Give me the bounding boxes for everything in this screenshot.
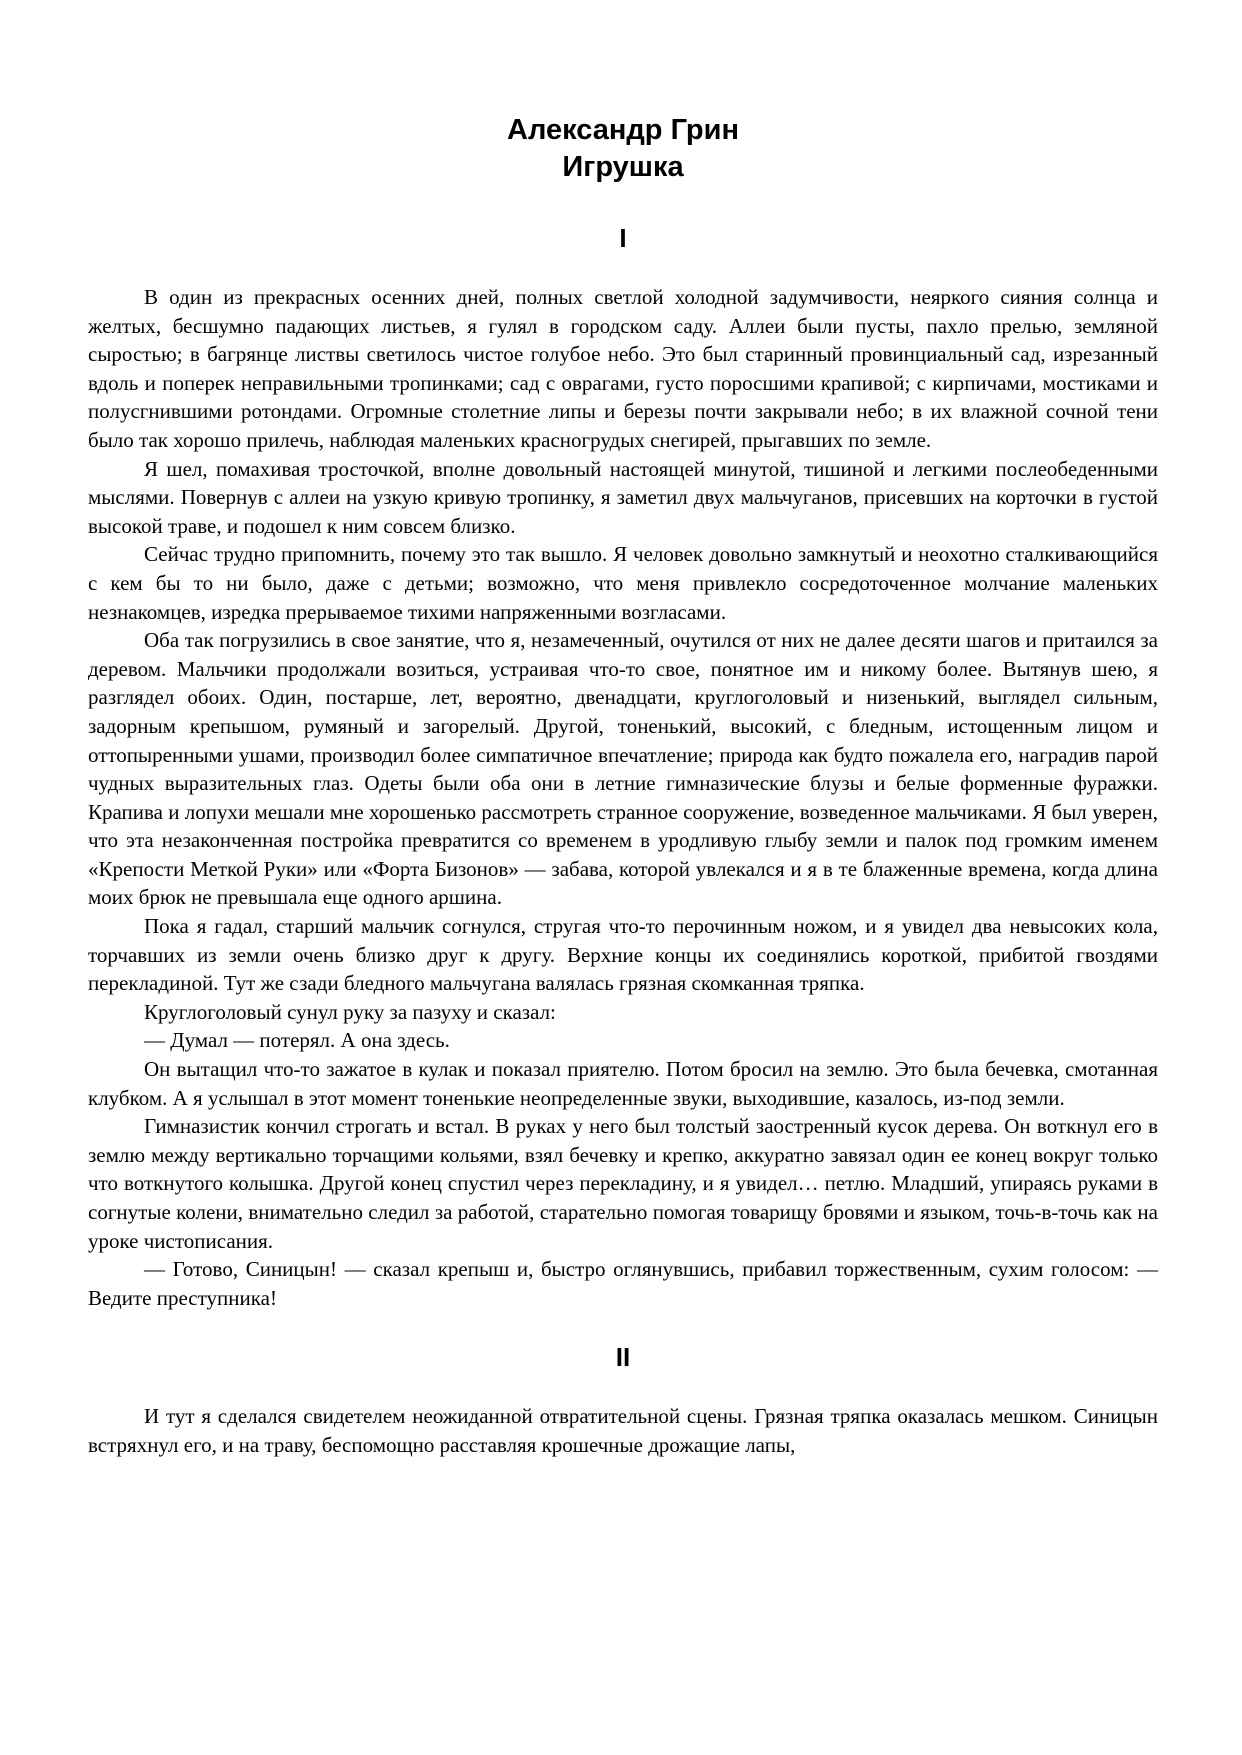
document-page	[88, 112, 1158, 1460]
section-heading-1: I	[619, 223, 627, 253]
paragraph: Сейчас трудно припомнить, почему это так вышло. Я человек довольно замкнутый и неохотно сталкивающийся с кем бы то ни было, даже с детьми; возможно, что меня привлекло сосредоточенное молчание маленьких незнакомцев, изредка прерываемое тихими напряженными возгласами.	[88, 542, 1158, 624]
paragraph: Я шел, помахивая тросточкой, вполне довольный настоящей минутой, тишиной и легкими послеобеденными мыслями. Повернув с аллеи на узкую кривую тропинку, я заметил двух мальчуганов, присевших на корточки в густой высокой траве, и подошел к ним совсем близко.	[88, 456, 1158, 538]
paragraph: Круглоголовый сунул руку за пазуху и сказал:	[144, 999, 556, 1024]
paragraph: Оба так погрузились в свое занятие, что я, незамеченный, очутился от них не далее десяти шагов и притаился за деревом. Мальчики продолжали возиться, устраивая что-то свое, понятное им и никому более. Вытянув шею, я разглядел обоих. Один, постарше, лет, вероятно, двенадцати, круглоголовый и низенький, выглядел сильным, задорным крепышом, румяный и загорелый. Другой, тоненький, высокий, с бледным, истощенным лицом и оттопыренными ушами, производил более симпатичное впечатление; природа как будто пожалела его, наградив парой чудных выразительных глаз. Одеты были оба они в летние гимназические блузы и белые форменные фуражки. Крапива и лопухи мешали мне хорошенько рассмотреть странное сооружение, возведенное мальчиками. Я был уверен, что эта незаконченная постройка превратится со временем в уродливую глыбу земли и палок под громким именем «Крепости Меткой Руки» или «Форта Бизонов» — забава, которой увлекался и я в те блаженные времена, когда длина моих брюк не превышала еще одного аршина.	[88, 628, 1158, 910]
author-name: Александр Грин	[507, 114, 739, 146]
paragraph: — Думал — потерял. А она здесь.	[144, 1028, 450, 1053]
paragraph: Он вытащил что-то зажатое в кулак и показал приятелю. Потом бросил на землю. Это была бечевка, смотанная клубком. А я услышал в этот момент тоненькие неопределенные звуки, выходившие, казалось, из-под земли.	[88, 1057, 1158, 1110]
paragraph: Гимназистик кончил строгать и встал. В руках у него был толстый заостренный кусок дерева. Он воткнул его в землю между вертикально торчащими кольями, взял бечевку и крепко, аккуратно завязал один ее конец вокруг только что воткнутого колышка. Другой конец спустил через перекладину, и я увидел… петлю. Младший, упираясь руками в согнутые колени, внимательно следил за работой, старательно помогая товарищу бровями и языком, точь-в-точь как на уроке чистописания.	[88, 1114, 1158, 1253]
story-title: Игрушка	[562, 151, 684, 183]
paragraph: В один из прекрасных осенних дней, полных светлой холодной задумчивости, неяркого сияния солнца и желтых, бесшумно падающих листьев, я гулял в городском саду. Аллеи были пусты, пахло прелью, земляной сыростью; в багрянце листвы светилось чистое голубое небо. Это был старинный провинциальный сад, изрезанный вдоль и поперек неправильными тропинками; сад с оврагами, густо поросшими крапивой; с кирпичами, мостиками и полусгнившими ротондами. Огромные столетние липы и березы почти закрывали небо; в их влажной сочной тени было так хорошо прилечь, наблюдая маленьких красногрудых снегирей, прыгавших по земле.	[88, 285, 1158, 452]
paragraph: Пока я гадал, старший мальчик согнулся, стругая что-то перочинным ножом, и я увидел два невысоких кола, торчавших из земли очень близко друг к другу. Верхние концы их соединялись короткой, прибитой гвоздями перекладиной. Тут же сзади бледного мальчугана валялась грязная скомканная тряпка.	[88, 914, 1158, 996]
section-heading-2: II	[615, 1342, 631, 1373]
paragraph: — Готово, Синицын! — сказал крепыш и, быстро оглянувшись, прибавил торжественным, сухим голосом: — Ведите преступника!	[88, 1257, 1158, 1310]
paragraph: И тут я сделался свидетелем неожиданной отвратительной сцены. Грязная тряпка оказалась мешком. Синицын встряхнул его, и на траву, беспомощно расставляя крошечные дрожащие лапы,	[88, 1404, 1158, 1457]
